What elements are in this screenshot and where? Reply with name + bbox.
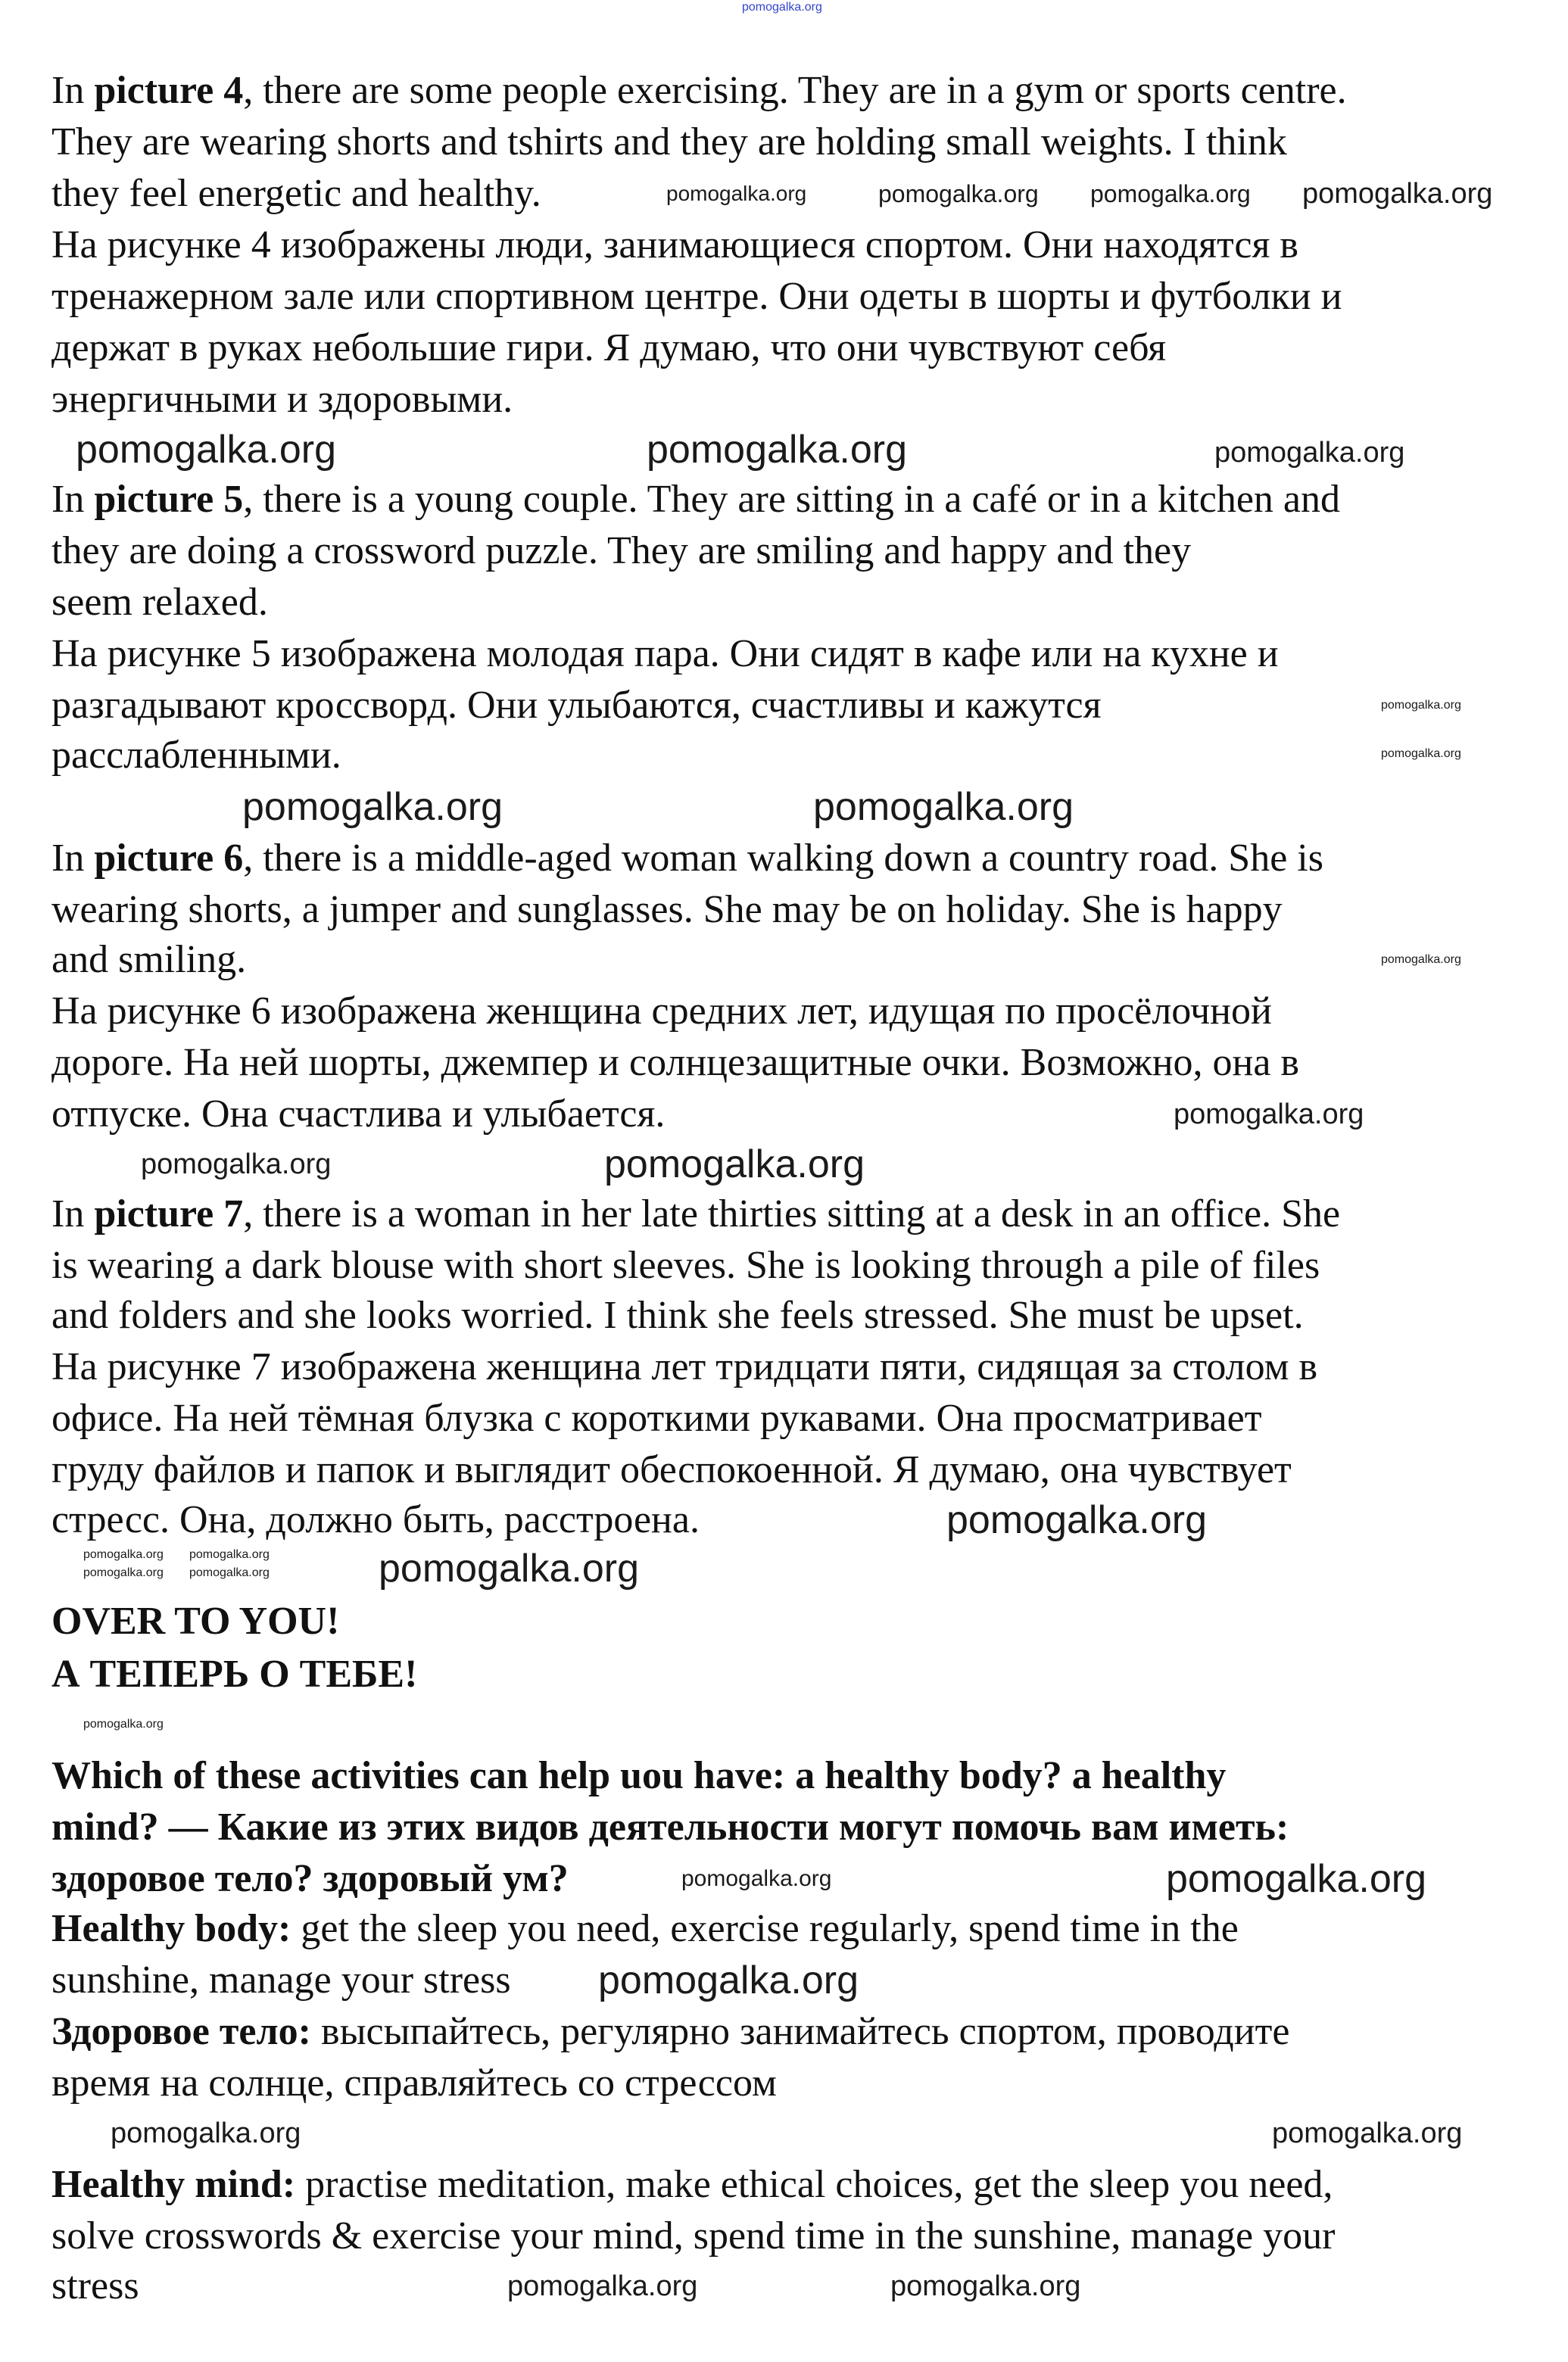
watermark: pomogalka.org: [878, 180, 1039, 207]
text-span: время на солнце, справляйтесь со стрессом: [51, 2061, 777, 2105]
bold-text: OVER TO YOU!: [51, 1600, 340, 1643]
text-span: На рисунке 7 изображена женщина лет тридцати пяти, сидящая за столом в: [51, 1345, 1318, 1388]
watermark: pomogalka.org: [1381, 699, 1461, 712]
bold-text: Which of these activities can help uou have: a healthy body? a healthy: [51, 1754, 1227, 1797]
text-span: sunshine, manage your stress: [51, 1958, 511, 2002]
text-span: энергичными и здоровыми.: [51, 378, 513, 421]
text-line: [51, 2058, 777, 2108]
bold-text: picture 4: [94, 69, 244, 112]
watermark: pomogalka.org: [111, 2117, 301, 2149]
watermark: pomogalka.org: [1381, 953, 1461, 966]
watermark: pomogalka.org: [507, 2270, 698, 2302]
watermark: pomogalka.org: [83, 1548, 164, 1561]
text-span: they feel energetic and healthy.: [51, 172, 541, 215]
text-line: [51, 578, 268, 628]
text-span: In: [51, 478, 95, 521]
text-span: and folders and she looks worried. I think she feels stressed. She must be upset.: [51, 1294, 1304, 1337]
watermark: pomogalka.org: [813, 785, 1074, 829]
text-span: wearing shorts, a jumper and sunglasses. She may be on holiday. She is happy: [51, 888, 1283, 931]
text-line: [51, 1291, 1304, 1341]
text-line: [51, 681, 1102, 731]
text-span: На рисунке 4 изображены люди, занимающиеся спортом. Они находятся в: [51, 223, 1298, 266]
text-line: [51, 2211, 1335, 2261]
watermark: pomogalka.org: [189, 1566, 270, 1579]
text-line: [51, 1751, 1226, 1801]
text-line: [51, 375, 513, 425]
text-span: высыпайтесь, регулярно занимайтесь спортом, проводите: [311, 2010, 1290, 2053]
text-span: , there are some people exercising. They are in a gym or sports centre.: [243, 69, 1347, 112]
text-line: [51, 1650, 417, 1700]
text-line: [51, 220, 1298, 270]
text-line: [51, 1089, 665, 1139]
text-line: [51, 272, 1342, 322]
watermark: pomogalka.org: [681, 1866, 832, 1891]
text-span: they are doing a crossword puzzle. They are smiling and happy and they: [51, 529, 1192, 572]
bold-text: Здоровое тело:: [51, 2010, 312, 2053]
text-span: In: [51, 1192, 95, 1236]
watermark: pomogalka.org: [83, 1566, 164, 1579]
watermark: pomogalka.org: [1214, 437, 1405, 469]
text-line: [51, 731, 341, 781]
text-span: держат в руках небольшие гири. Я думаю, что они чувствуют себя: [51, 326, 1167, 369]
watermark: pomogalka.org: [1272, 2117, 1463, 2149]
text-span: тренажерном зале или спортивном центре. Они одеты в шорты и футболки и: [51, 275, 1342, 318]
text-line: [51, 1394, 1261, 1444]
text-line: [51, 935, 246, 985]
text-span: solve crosswords & exercise your mind, spend time in the sunshine, manage your: [51, 2214, 1336, 2258]
text-span: is wearing a dark blouse with short sleeves. She is looking through a pile of files: [51, 1244, 1320, 1287]
watermark: pomogalka.org: [1166, 1857, 1426, 1901]
text-line: [51, 2007, 1289, 2057]
text-line: [51, 834, 1323, 883]
watermark: pomogalka.org: [598, 1958, 859, 2002]
text-span: отпуске. Она счастлива и улыбается.: [51, 1092, 666, 1136]
text-line: [51, 323, 1166, 373]
text-span: In: [51, 837, 95, 880]
watermark: pomogalka.org: [1090, 180, 1251, 207]
text-span: In: [51, 69, 95, 112]
text-line: [51, 475, 1340, 525]
text-line: [51, 1955, 511, 2005]
watermark: pomogalka.org: [1381, 747, 1461, 760]
text-span: They are wearing shorts and tshirts and they are holding small weights. I think: [51, 120, 1287, 164]
bold-text: А ТЕПЕРЬ О ТЕБЕ!: [51, 1653, 418, 1696]
watermark: pomogalka.org: [1302, 178, 1493, 210]
text-line: [51, 117, 1287, 167]
text-span: seem relaxed.: [51, 581, 268, 624]
watermark: pomogalka.org: [242, 785, 503, 829]
text-line: [51, 169, 541, 219]
text-span: and smiling.: [51, 938, 247, 981]
bold-text: picture 7: [94, 1192, 244, 1236]
text-span: , there is a middle-aged woman walking down a country road. She is: [243, 837, 1323, 880]
watermark: pomogalka.org: [189, 1548, 270, 1561]
text-line: [51, 629, 1279, 679]
text-span: стресс. Она, должно быть, расстроена.: [51, 1498, 700, 1541]
text-line: [51, 1038, 1299, 1088]
bold-text: Healthy mind:: [51, 2163, 296, 2206]
watermark: pomogalka.org: [83, 1718, 164, 1731]
text-line: [51, 66, 1347, 116]
watermark: pomogalka.org: [379, 1547, 639, 1591]
text-span: груду файлов и папок и выглядит обеспокоенной. Я думаю, она чувствует: [51, 1448, 1292, 1491]
text-span: practise meditation, make ethical choices, get the sleep you need,: [295, 2163, 1333, 2206]
text-line: [51, 1904, 1239, 1954]
watermark: pomogalka.org: [946, 1498, 1207, 1542]
text-line: [51, 1854, 569, 1904]
text-line: [51, 1342, 1317, 1392]
text-line: [51, 2160, 1333, 2210]
watermark: pomogalka.org: [890, 2270, 1081, 2302]
watermark: pomogalka.org: [1174, 1098, 1364, 1130]
text-span: , there is a young couple. They are sitting in a café or in a kitchen and: [243, 478, 1340, 521]
bold-text: mind? — Какие из этих видов деятельности могут помочь вам иметь:: [51, 1806, 1289, 1849]
bold-text: здоровое тело? здоровый ум?: [51, 1857, 569, 1900]
text-span: разгадывают кроссворд. Они улыбаются, счастливы и кажутся: [51, 684, 1102, 727]
text-line: [51, 986, 1272, 1036]
text-line: [51, 1445, 1292, 1495]
watermark: pomogalka.org: [141, 1148, 332, 1180]
text-span: , there is a woman in her late thirties sitting at a desk in an office. She: [243, 1192, 1341, 1236]
text-span: На рисунке 6 изображена женщина средних лет, идущая по просёлочной: [51, 989, 1272, 1033]
text-line: [51, 1241, 1320, 1291]
text-line: [51, 1495, 700, 1545]
watermark: pomogalka.org: [666, 182, 807, 205]
text-line: [51, 1189, 1340, 1239]
text-line: [51, 1597, 339, 1647]
text-span: stress: [51, 2264, 139, 2307]
text-span: На рисунке 5 изображена молодая пара. Они сидят в кафе или на кухне и: [51, 632, 1279, 675]
text-span: get the sleep you need, exercise regularly, spend time in the: [291, 1907, 1239, 1950]
header-watermark: pomogalka.org: [742, 1, 822, 14]
text-line: [51, 2261, 139, 2311]
bold-text: picture 6: [94, 837, 244, 880]
text-line: [51, 526, 1191, 576]
bold-text: picture 5: [94, 478, 244, 521]
text-span: расслабленными.: [51, 734, 341, 777]
text-span: офисе. На ней тёмная блузка с короткими рукавами. Она просматривает: [51, 1397, 1262, 1440]
bold-text: Healthy body:: [51, 1907, 291, 1950]
watermark: pomogalka.org: [76, 428, 336, 472]
text-line: [51, 885, 1283, 935]
watermark: pomogalka.org: [647, 428, 907, 472]
watermark: pomogalka.org: [604, 1142, 865, 1186]
text-span: дороге. На ней шорты, джемпер и солнцезащитные очки. Возможно, она в: [51, 1041, 1299, 1084]
text-line: [51, 1803, 1289, 1853]
